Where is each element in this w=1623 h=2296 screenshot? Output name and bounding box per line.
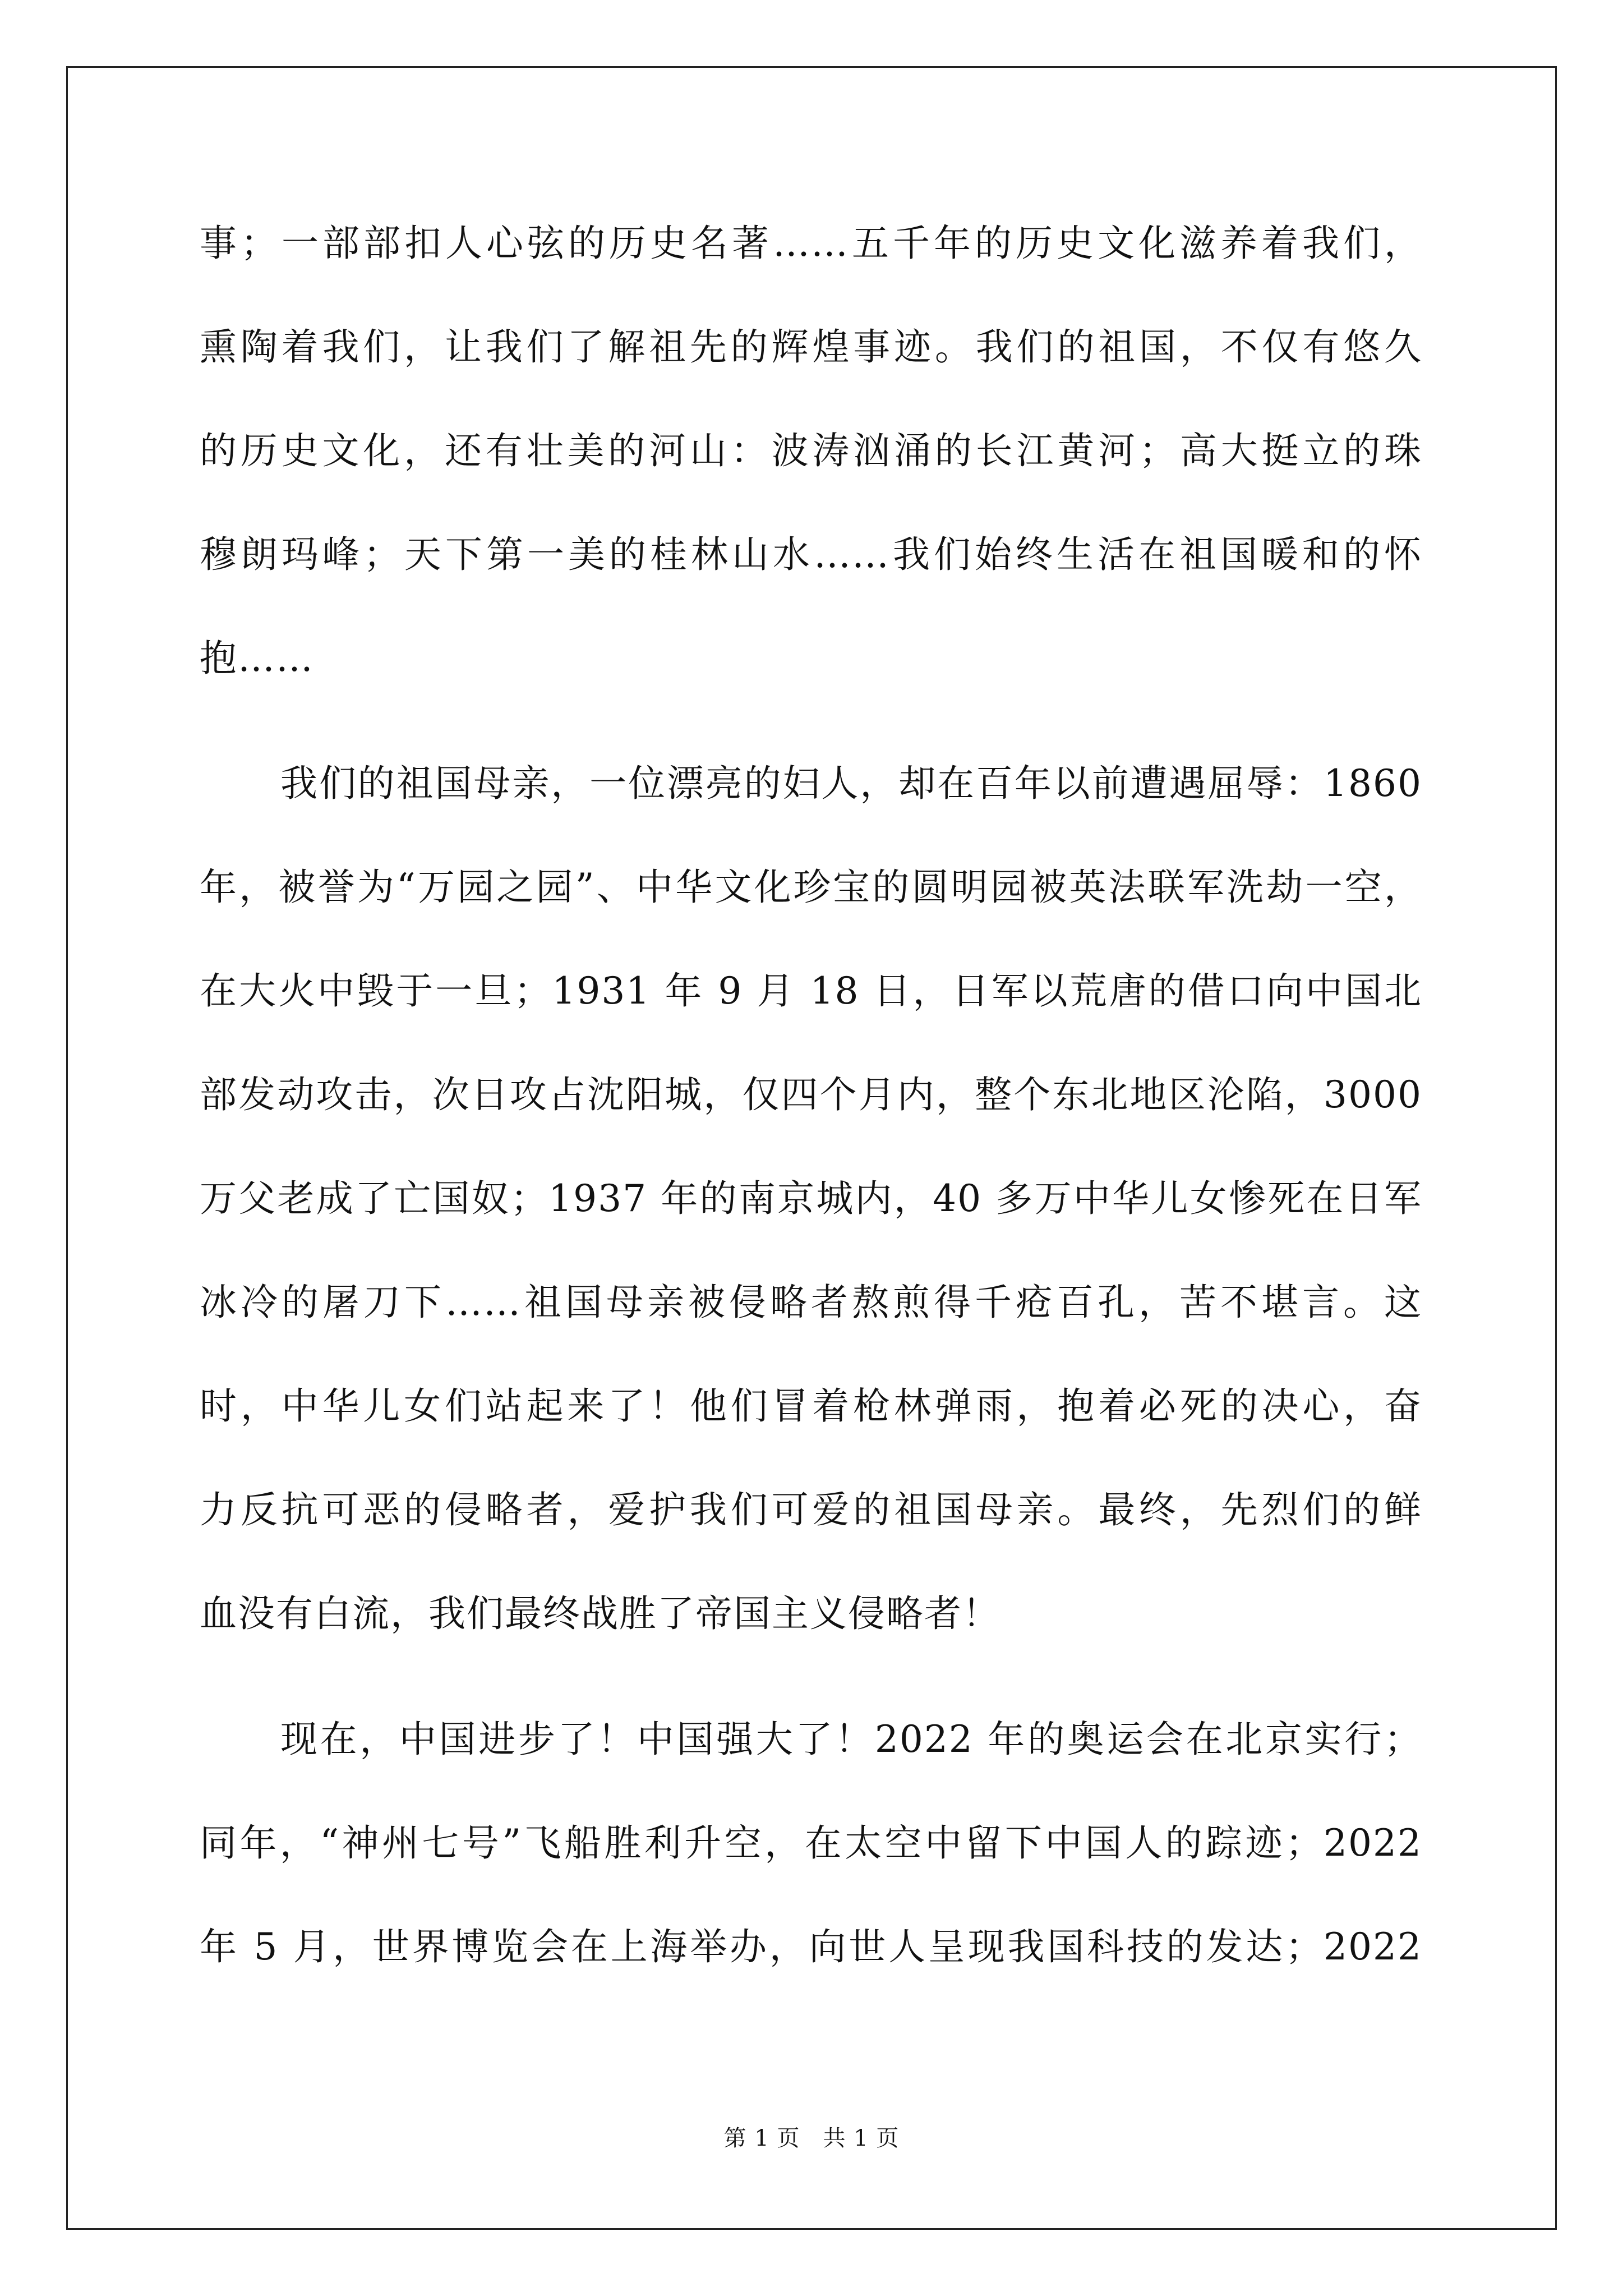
text-line: 时，中华儿女们站起来了！他们冒着枪林弹雨，抱着必死的决心，奋 [200, 1384, 1422, 1428]
page-number: 第 1 页 共 1 页 [723, 2125, 900, 2151]
text-line: 现在，中国进步了！中国强大了！2022 年的奥运会在北京实行； [280, 1718, 1422, 1761]
text-line: 冰冷的屠刀下……祖国母亲被侵略者熬煎得千疮百孔，苦不堪言。这 [200, 1281, 1422, 1324]
text-line: 部发动攻击，次日攻占沈阳城，仅四个月内，整个东北地区沦陷，3000 [200, 1073, 1422, 1116]
text-line: 抱…… [200, 637, 314, 680]
text-line: 我们的祖国母亲，一位漂亮的妇人，却在百年以前遭遇屈辱：1860 [280, 762, 1422, 805]
text-line: 事；一部部扣人心弦的历史名著……五千年的历史文化滋养着我们， [200, 222, 1422, 265]
text-line: 力反抗可恶的侵略者，爱护我们可爱的祖国母亲。最终，先烈们的鲜 [200, 1488, 1422, 1531]
text-line: 年 5 月，世界博览会在上海举办，向世人呈现我国科技的发达；2022 [200, 1925, 1422, 1968]
text-line: 同年，“神州七号”飞船胜利升空，在太空中留下中国人的踪迹；2022 [200, 1821, 1422, 1865]
text-line: 万父老成了亡国奴；1937 年的南京城内，40 多万中华儿女惨死在日军 [200, 1177, 1422, 1220]
text-line: 熏陶着我们，让我们了解祖先的辉煌事迹。我们的祖国，不仅有悠久 [200, 325, 1422, 369]
text-line: 在大火中毁于一旦；1931 年 9 月 18 日，日军以荒唐的借口向中国北 [200, 969, 1422, 1013]
text-line: 的历史文化，还有壮美的河山：波涛汹涌的长江黄河；高大挺立的珠 [200, 429, 1422, 472]
text-line: 穆朗玛峰；天下第一美的桂林山水……我们始终生活在祖国暖和的怀 [200, 533, 1422, 576]
text-line: 年，被誉为“万园之园”、中华文化珍宝的圆明园被英法联军洗劫一空， [200, 866, 1422, 909]
text-line: 血没有白流，我们最终战胜了帝国主义侵略者！ [200, 1592, 1000, 1635]
page-border [66, 66, 1557, 2230]
